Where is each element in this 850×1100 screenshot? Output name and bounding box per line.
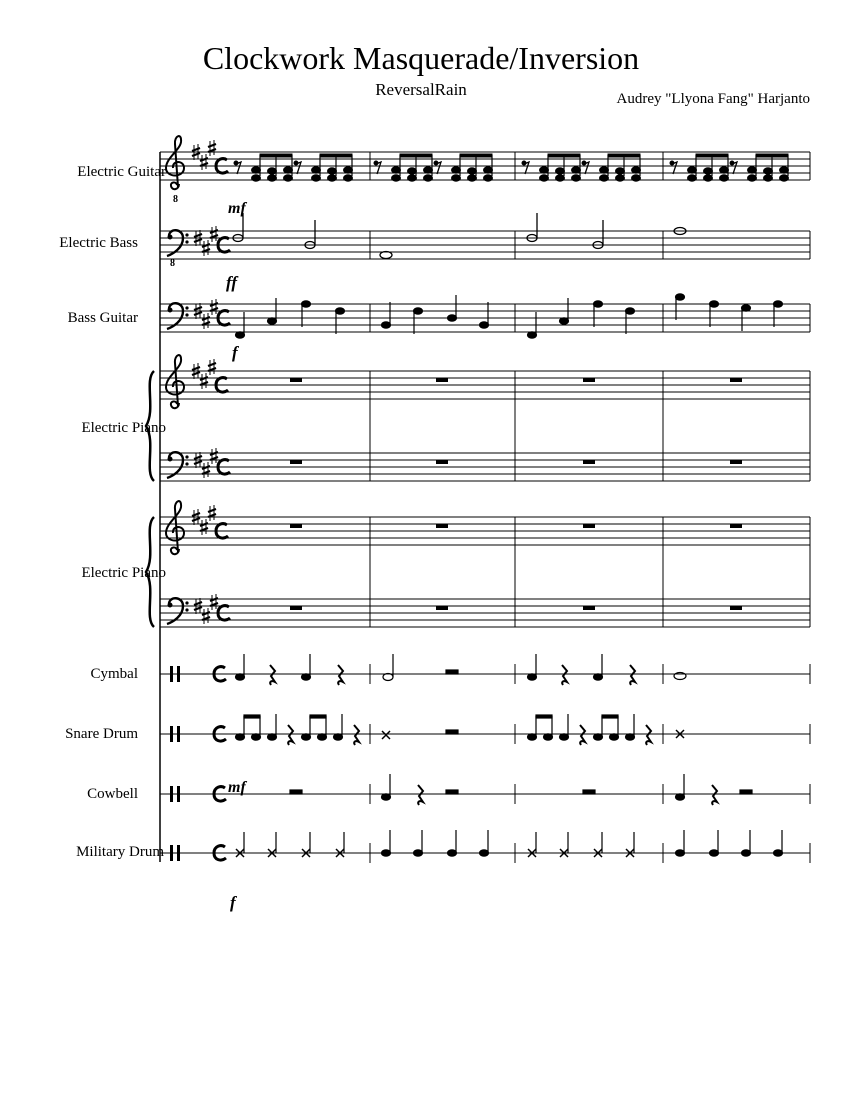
instrument-label-military-drum: Military Drum bbox=[76, 844, 164, 860]
dynamic-bass: ff bbox=[226, 273, 238, 292]
staff-electric-piano-2 bbox=[160, 517, 810, 627]
piano-1-rests bbox=[290, 378, 742, 464]
score-title: Clockwork Masquerade/Inversion bbox=[202, 40, 640, 76]
instrument-label-cowbell: Cowbell bbox=[87, 786, 138, 802]
dynamic-military: f bbox=[230, 893, 236, 912]
instrument-label-electric-bass: Electric Bass bbox=[59, 235, 138, 251]
score-subtitle: ReversalRain bbox=[375, 80, 467, 99]
instrument-label-cymbal: Cymbal bbox=[90, 666, 138, 682]
instrument-label-electric-piano-1: Electric Piano bbox=[81, 420, 166, 436]
instrument-label-bass-guitar: Bass Guitar bbox=[67, 310, 138, 326]
snare-notes bbox=[236, 714, 685, 745]
piano-brace-icon bbox=[146, 371, 154, 481]
staff-electric-bass bbox=[160, 231, 810, 259]
instrument-label-electric-guitar: Electric Guitar bbox=[77, 164, 166, 180]
octave-mark-bass: 8 bbox=[170, 258, 175, 269]
cymbal-notes bbox=[236, 654, 687, 685]
percussion-lines bbox=[160, 664, 810, 863]
dynamic-cowbell: mf bbox=[228, 779, 246, 796]
piano-2-rests bbox=[290, 524, 742, 610]
staff-electric-piano-1 bbox=[160, 371, 810, 481]
cowbell-notes bbox=[290, 774, 752, 805]
instrument-label-electric-piano-2: Electric Piano bbox=[81, 565, 166, 581]
treble-clef-icon bbox=[166, 136, 184, 189]
octave-mark: 8 bbox=[173, 194, 178, 205]
guitar-notes bbox=[234, 154, 789, 181]
composer-credit: Audrey "Llyona Fang" Harjanto bbox=[616, 91, 810, 107]
dynamic-guitar: mf bbox=[228, 200, 246, 217]
piano-brace-icon bbox=[146, 517, 154, 627]
instrument-label-snare-drum: Snare Drum bbox=[65, 726, 138, 742]
dynamic-bass-guitar: f bbox=[232, 343, 238, 362]
